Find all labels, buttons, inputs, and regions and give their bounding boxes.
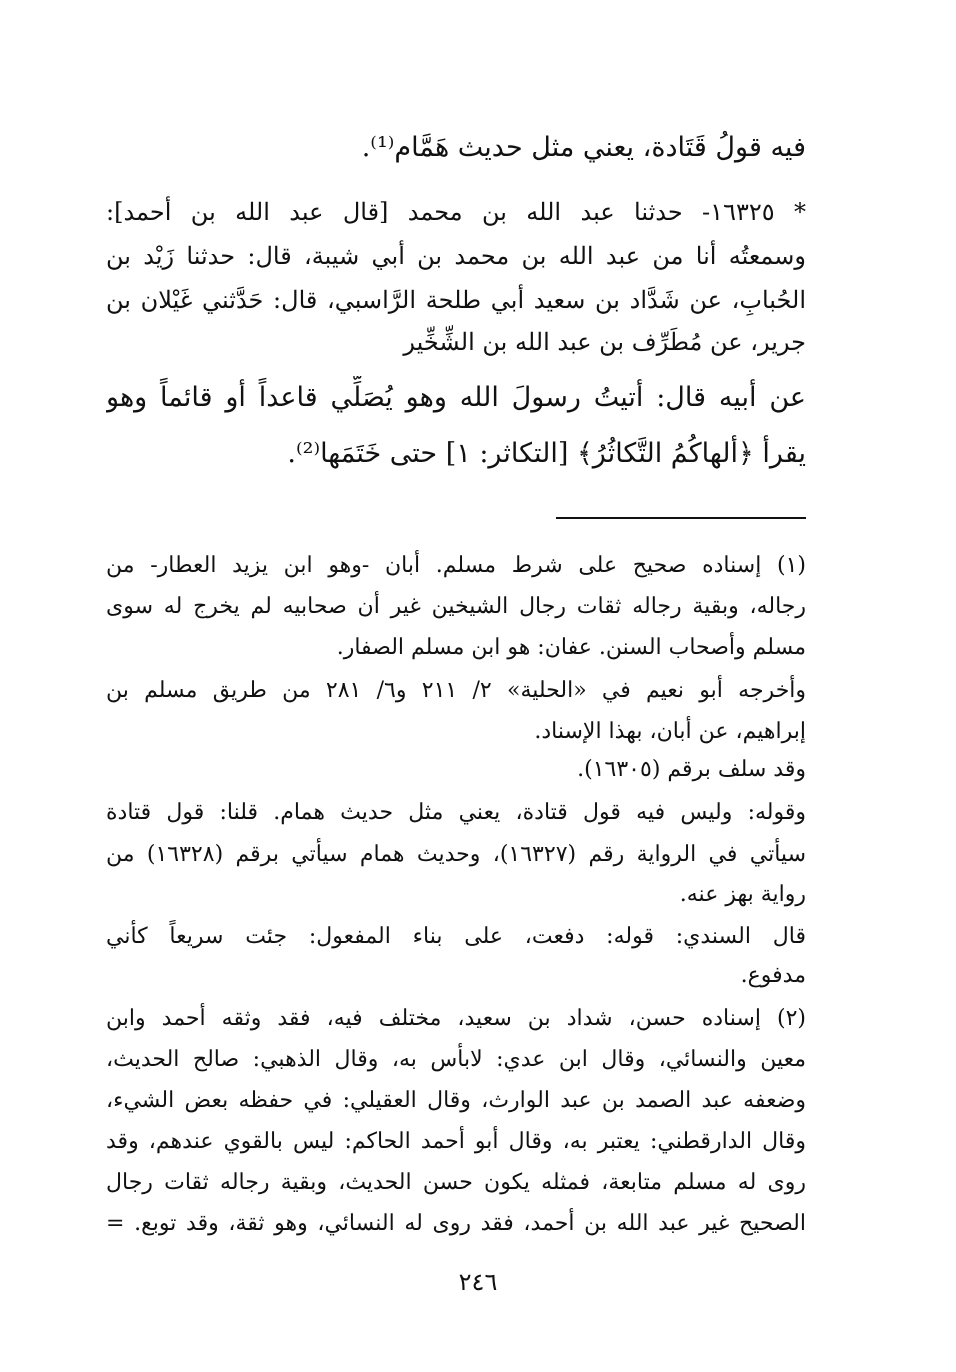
footnote-line: وقد سلف برقم (١٦٣٠٥).: [577, 757, 806, 782]
page-number: ٢٤٦: [458, 1268, 498, 1296]
main-text-line: فيه قولُ قَتَادة، يعني مثل حديث هَمَّام⁽¹⁾.: [361, 132, 806, 163]
hadith-matn-line: يقرأ ﴿ألهاكُمُ التَّكاثُرُ﴾ [التكاثر: ١] حتى خَتَمَها⁽²⁾.: [287, 438, 806, 469]
footnote-line: مدفوع.: [740, 963, 806, 988]
footnote-separator: [556, 517, 806, 519]
footnote-line: (٢) إسناده حسن، شداد بن سعيد، مختلف فيه، فقد وثقه أحمد وابن: [106, 1006, 806, 1031]
footnote-line: معين والنسائي، وقال ابن عدي: لابأس به، وقال الذهبي: صالح الحديث،: [106, 1047, 806, 1072]
hadith-isnad-line: * ١٦٣٢٥- حدثنا عبد الله بن محمد [قال عبد الله بن أحمد]:: [106, 198, 806, 226]
footnote-line: قال السندي: قوله: دفعت، على بناء المفعول: جئت سريعاً كأني: [106, 924, 806, 949]
footnote-line: إبراهيم، عن أبان، بهذا الإسناد.: [534, 719, 806, 744]
footnote-line: الصحيح غير عبد الله بن أحمد، فقد روى له النسائي، وهو ثقة، وقد توبع. =: [106, 1211, 806, 1236]
hadith-isnad-line: الحُبابِ، عن شَدَّاد بن سعيد أبي طلحة الرَّاسبي، قال: حَدَّثني غَيْلان بن: [106, 286, 806, 314]
hadith-matn-line: عن أبيه قال: أتيتُ رسولَ الله وهو يُصَلِّي قاعداً أو قائماً وهو: [106, 382, 806, 413]
footnote-line: وقال الدارقطني: يعتبر به، وقال أبو أحمد الحاكم: ليس بالقوي عندهم، وقد: [106, 1129, 806, 1154]
footnote-line: سيأتي في الرواية رقم (١٦٣٢٧)، وحديث همام سيأتي برقم (١٦٣٢٨) من: [106, 842, 806, 867]
footnote-line: مسلم وأصحاب السنن. عفان: هو ابن مسلم الصفار.: [336, 635, 806, 660]
footnote-line: (١) إسناده صحيح على شرط مسلم. أبان -وهو ابن يزيد العطار- من: [106, 553, 806, 578]
hadith-isnad-line: جرير، عن مُطَرِّف بن عبد الله بن الشِّخِّير: [403, 328, 806, 356]
footnote-line: رجاله، وبقية رجاله ثقات رجال الشيخين غير أن صحابيه لم يخرج له سوى: [106, 594, 806, 619]
footnote-line: روى له مسلم متابعة، فمثله يكون حسن الحديث، وبقية رجاله ثقات رجال: [106, 1170, 806, 1195]
footnote-line: وأخرجه أبو نعيم في «الحلية» ٢/ ٢١١ و٦/ ٢٨١ من طريق مسلم بن: [106, 678, 806, 703]
footnote-line: وضعفه عبد الصمد بن عبد الوارث، وقال العقيلي: في حفظه بعض الشيء،: [106, 1088, 806, 1113]
footnote-line: وقوله: وليس فيه قول قتادة، يعني مثل حديث همام. قلنا: قول قتادة: [106, 800, 806, 825]
hadith-isnad-line: وسمعتُه أنا من عبد الله بن محمد بن أبي شيبة، قال: حدثنا زَيْد بن: [106, 242, 806, 270]
footnote-line: رواية بهز عنه.: [679, 882, 806, 907]
